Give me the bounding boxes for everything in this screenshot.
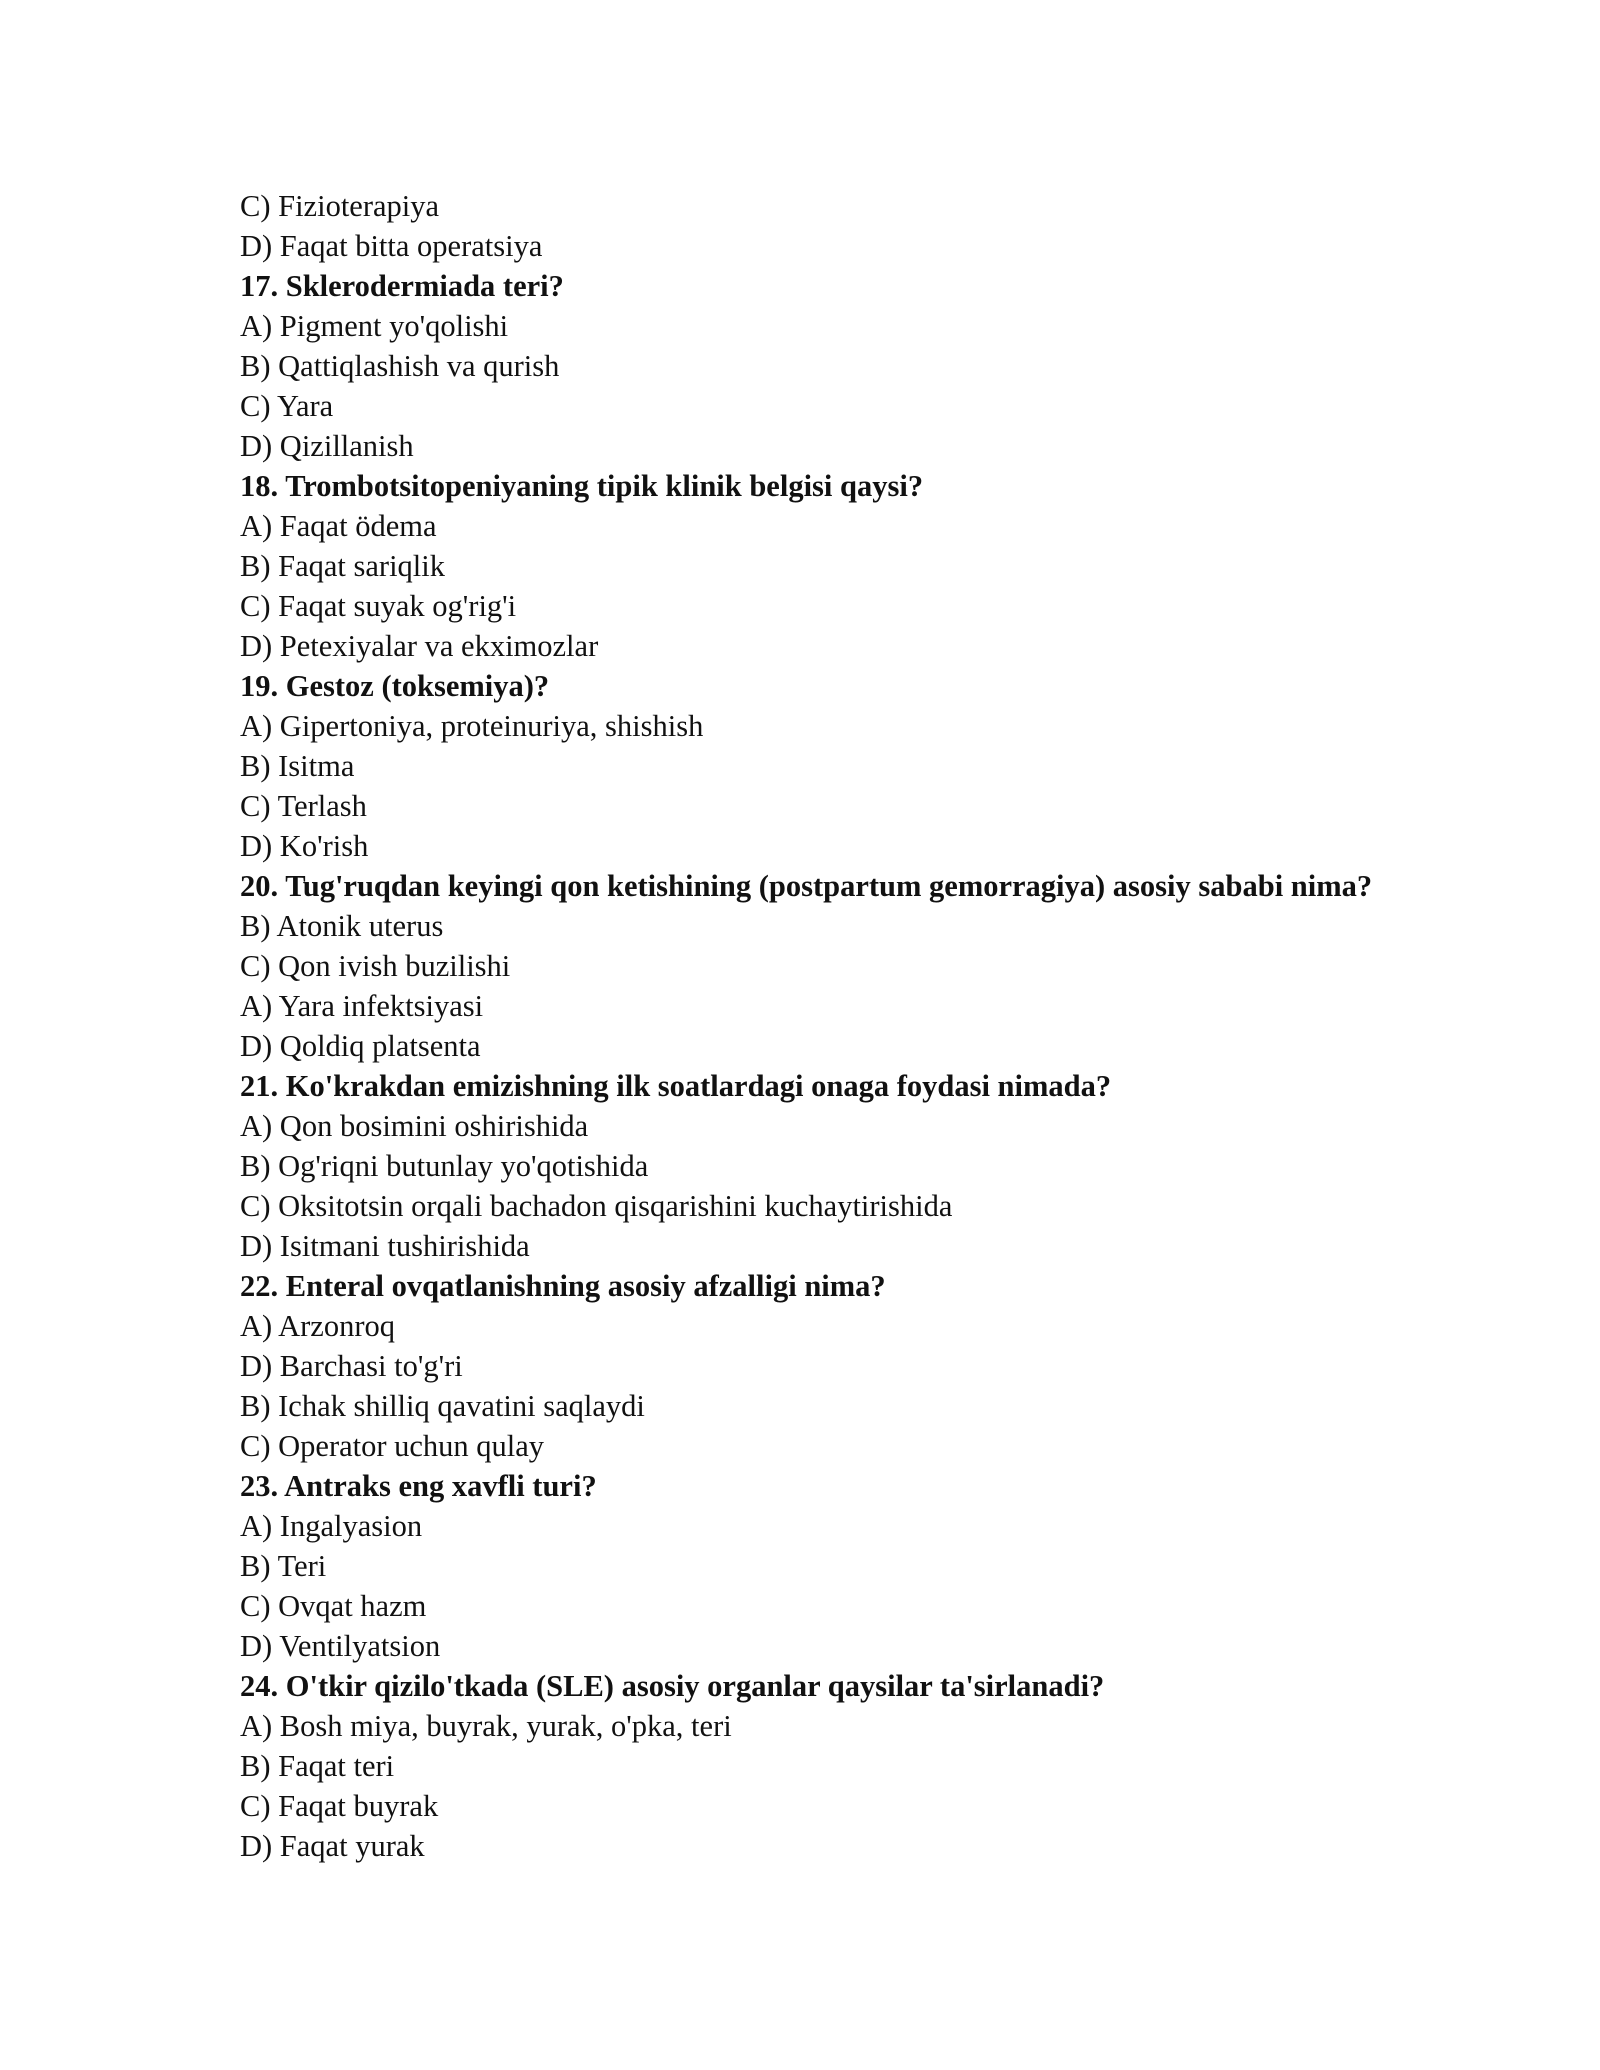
answer-option: A) Faqat ödema — [240, 509, 437, 543]
question-heading: 17. Sklerodermiada teri? — [240, 269, 564, 303]
question-heading: 21. Ko'krakdan emizishning ilk soatlardagi onaga foydasi nimada? — [240, 1069, 1112, 1103]
answer-option: B) Atonik uterus — [240, 909, 444, 943]
answer-option: C) Operator uchun qulay — [240, 1429, 545, 1463]
answer-option: C) Faqat buyrak — [240, 1789, 439, 1823]
answer-option: B) Qattiqlashish va qurish — [240, 349, 560, 383]
answer-option: B) Og'riqni butunlay yo'qotishida — [240, 1149, 649, 1183]
question-heading: 23. Antraks eng xavfli turi? — [240, 1469, 597, 1503]
answer-option: C) Terlash — [240, 789, 367, 823]
answer-option: C) Oksitotsin orqali bachadon qisqarishini kuchaytirishida — [240, 1189, 953, 1223]
answer-option: A) Ingalyasion — [240, 1509, 423, 1543]
answer-option: D) Barchasi to'g'ri — [240, 1349, 463, 1383]
answer-option: D) Ventilyatsion — [240, 1629, 441, 1663]
question-heading: 18. Trombotsitopeniyaning tipik klinik belgisi qaysi? — [240, 469, 924, 503]
answer-option: B) Faqat sariqlik — [240, 549, 445, 583]
answer-option: A) Qon bosimini oshirishida — [240, 1109, 589, 1143]
question-heading: 24. O'tkir qizilo'tkada (SLE) asosiy organlar qaysilar ta'sirlanadi? — [240, 1669, 1105, 1703]
answer-option: C) Faqat suyak og'rig'i — [240, 589, 517, 623]
answer-option: D) Faqat yurak — [240, 1829, 425, 1863]
answer-option: D) Faqat bitta operatsiya — [240, 229, 543, 263]
question-heading: 19. Gestoz (toksemiya)? — [240, 669, 550, 703]
answer-option: D) Qoldiq platsenta — [240, 1029, 481, 1063]
answer-option: D) Qizillanish — [240, 429, 414, 463]
answer-option: D) Petexiyalar va ekximozlar — [240, 629, 599, 663]
answer-option: A) Bosh miya, buyrak, yurak, o'pka, teri — [240, 1709, 732, 1743]
answer-option: A) Arzonroq — [240, 1309, 396, 1343]
answer-option: A) Gipertoniya, proteinuriya, shishish — [240, 709, 704, 743]
answer-option: C) Ovqat hazm — [240, 1589, 427, 1623]
answer-option: A) Pigment yo'qolishi — [240, 309, 509, 343]
answer-option: B) Faqat teri — [240, 1749, 395, 1783]
question-heading: 20. Tug'ruqdan keyingi qon ketishining (postpartum gemorragiya) asosiy sababi nima? — [240, 869, 1373, 903]
answer-option: C) Yara — [240, 389, 334, 423]
answer-option: D) Ko'rish — [240, 829, 369, 863]
answer-option: B) Ichak shilliq qavatini saqlaydi — [240, 1389, 645, 1423]
answer-option: C) Fizioterapiya — [240, 189, 440, 223]
answer-option: B) Teri — [240, 1549, 327, 1583]
answer-option: A) Yara infektsiyasi — [240, 989, 484, 1023]
answer-option: C) Qon ivish buzilishi — [240, 949, 511, 983]
question-heading: 22. Enteral ovqatlanishning asosiy afzalligi nima? — [240, 1269, 886, 1303]
answer-option: B) Isitma — [240, 749, 355, 783]
document-page — [240, 186, 1540, 1866]
answer-option: D) Isitmani tushirishida — [240, 1229, 530, 1263]
